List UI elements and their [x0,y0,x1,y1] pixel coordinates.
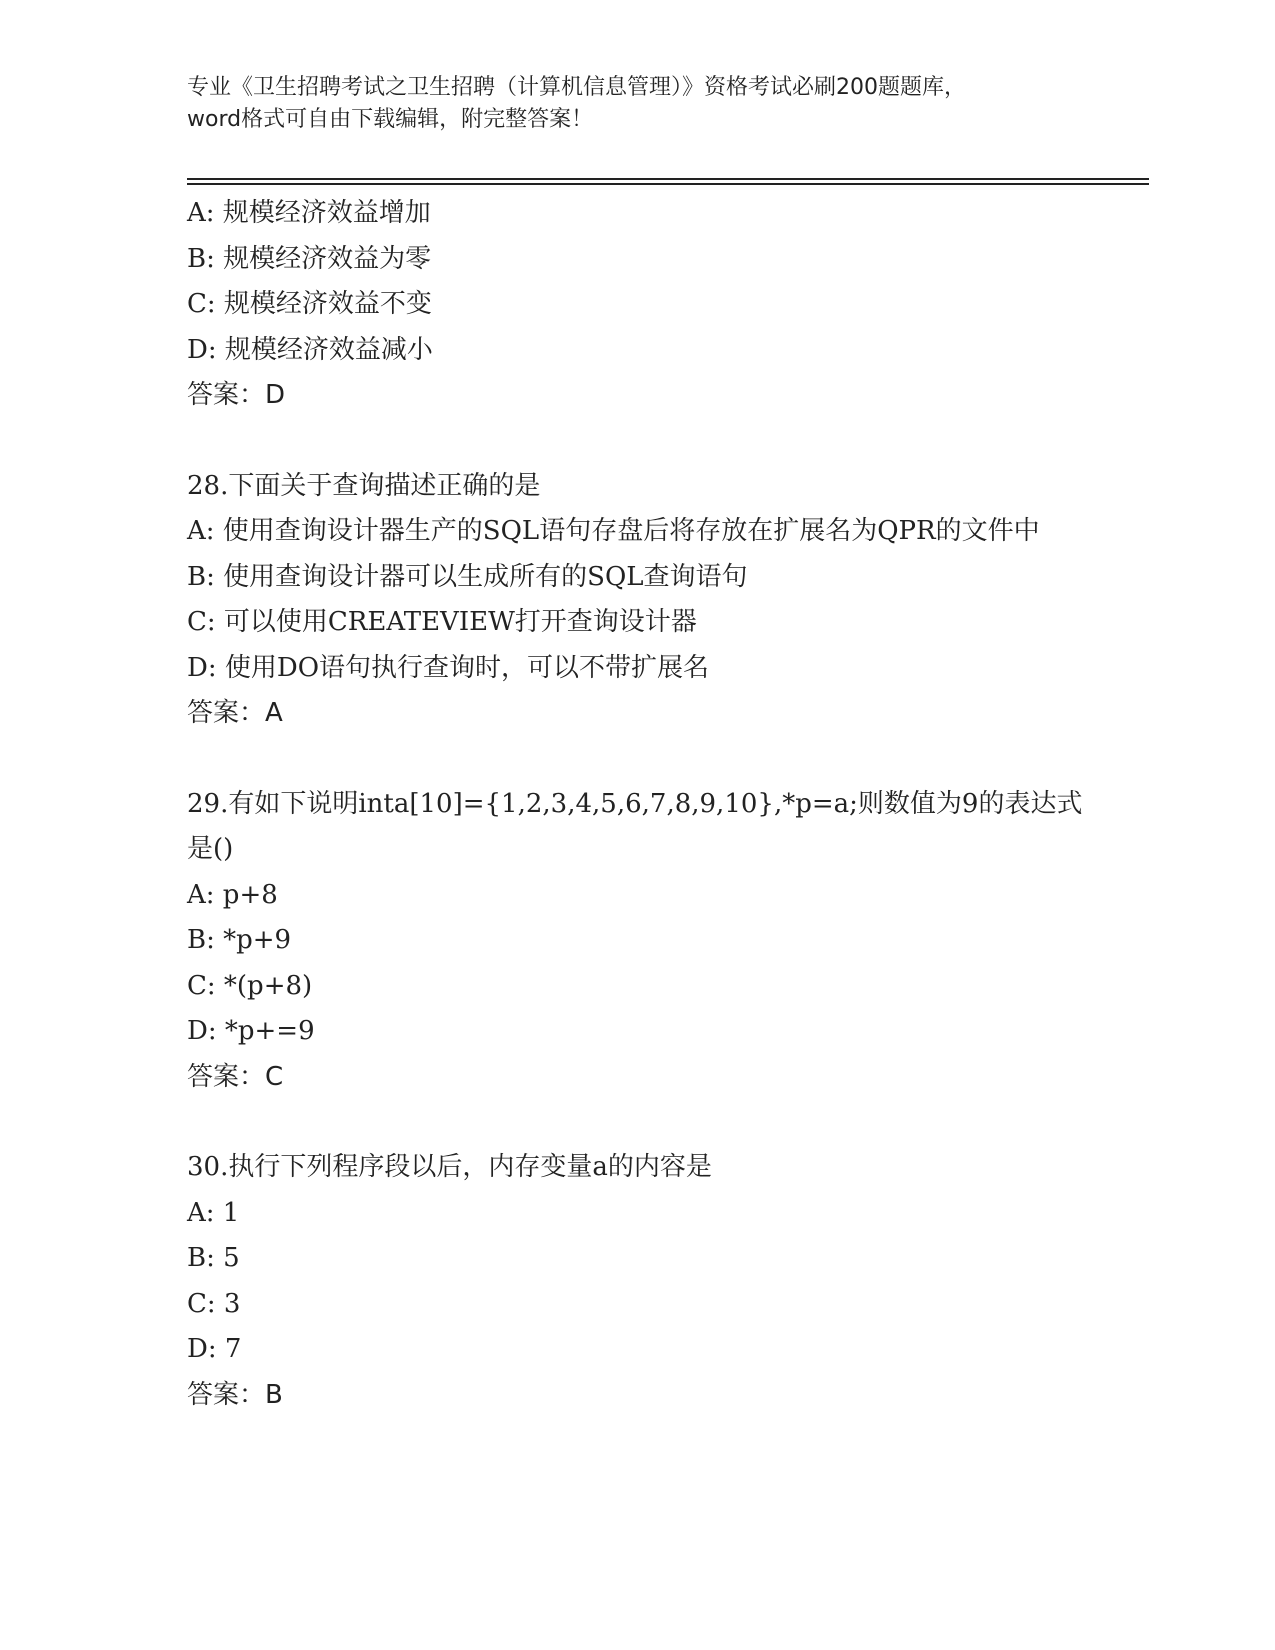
question-text: 28.下面关于查询描述正确的是 [187,470,541,501]
option-a: A: p+8 [187,879,278,910]
header-divider-top [187,178,1149,180]
answer-label: 答案：B [187,1379,283,1410]
question-block [187,782,1087,1101]
header-line-1: 专业《卫生招聘考试之卫生招聘（计算机信息管理）》资格考试必刷200题题库， [187,75,966,100]
question-text: 29.有如下说明inta[10]={1,2,3,4,5,6,7,8,9,10},*p=a;则数值为9的表达式是() [187,788,1083,864]
option-d: D: 7 [187,1334,242,1364]
document-header [187,72,1087,136]
option-a: A: 使用查询设计器生产的SQL语句存盘后将存放在扩展名为QPR的文件中 [187,516,1040,546]
option-d: D: 使用DO语句执行查询时，可以不带扩展名 [187,652,710,683]
question-block [187,1145,1087,1418]
header-line-2: word格式可自由下载编辑，附完整答案！ [187,107,594,132]
option-d: D: 规模经济效益减小 [187,334,433,365]
option-b: B: 规模经济效益为零 [187,243,432,274]
header-divider-bottom [187,183,1149,185]
option-b: B: 5 [187,1243,240,1273]
option-c: C: 规模经济效益不变 [187,289,432,319]
option-d: D: *p+=9 [187,1016,315,1046]
question-text: 30.执行下列程序段以后，内存变量a的内容是 [187,1152,712,1182]
option-c: C: 3 [187,1288,241,1319]
question-block [187,464,1087,737]
option-b: B: *p+9 [187,925,292,955]
answer-label: 答案：C [187,1061,284,1092]
answer-label: 答案：D [187,380,286,410]
option-a: A: 规模经济效益增加 [187,198,431,228]
option-a: A: 1 [187,1197,240,1228]
option-c: C: *(p+8) [187,970,313,1001]
option-c: C: 可以使用CREATEVIEW打开查询设计器 [187,607,697,637]
question-block [187,191,1087,419]
answer-label: 答案：A [187,698,283,728]
option-b: B: 使用查询设计器可以生成所有的SQL查询语句 [187,561,748,592]
question-list [187,191,1087,1463]
